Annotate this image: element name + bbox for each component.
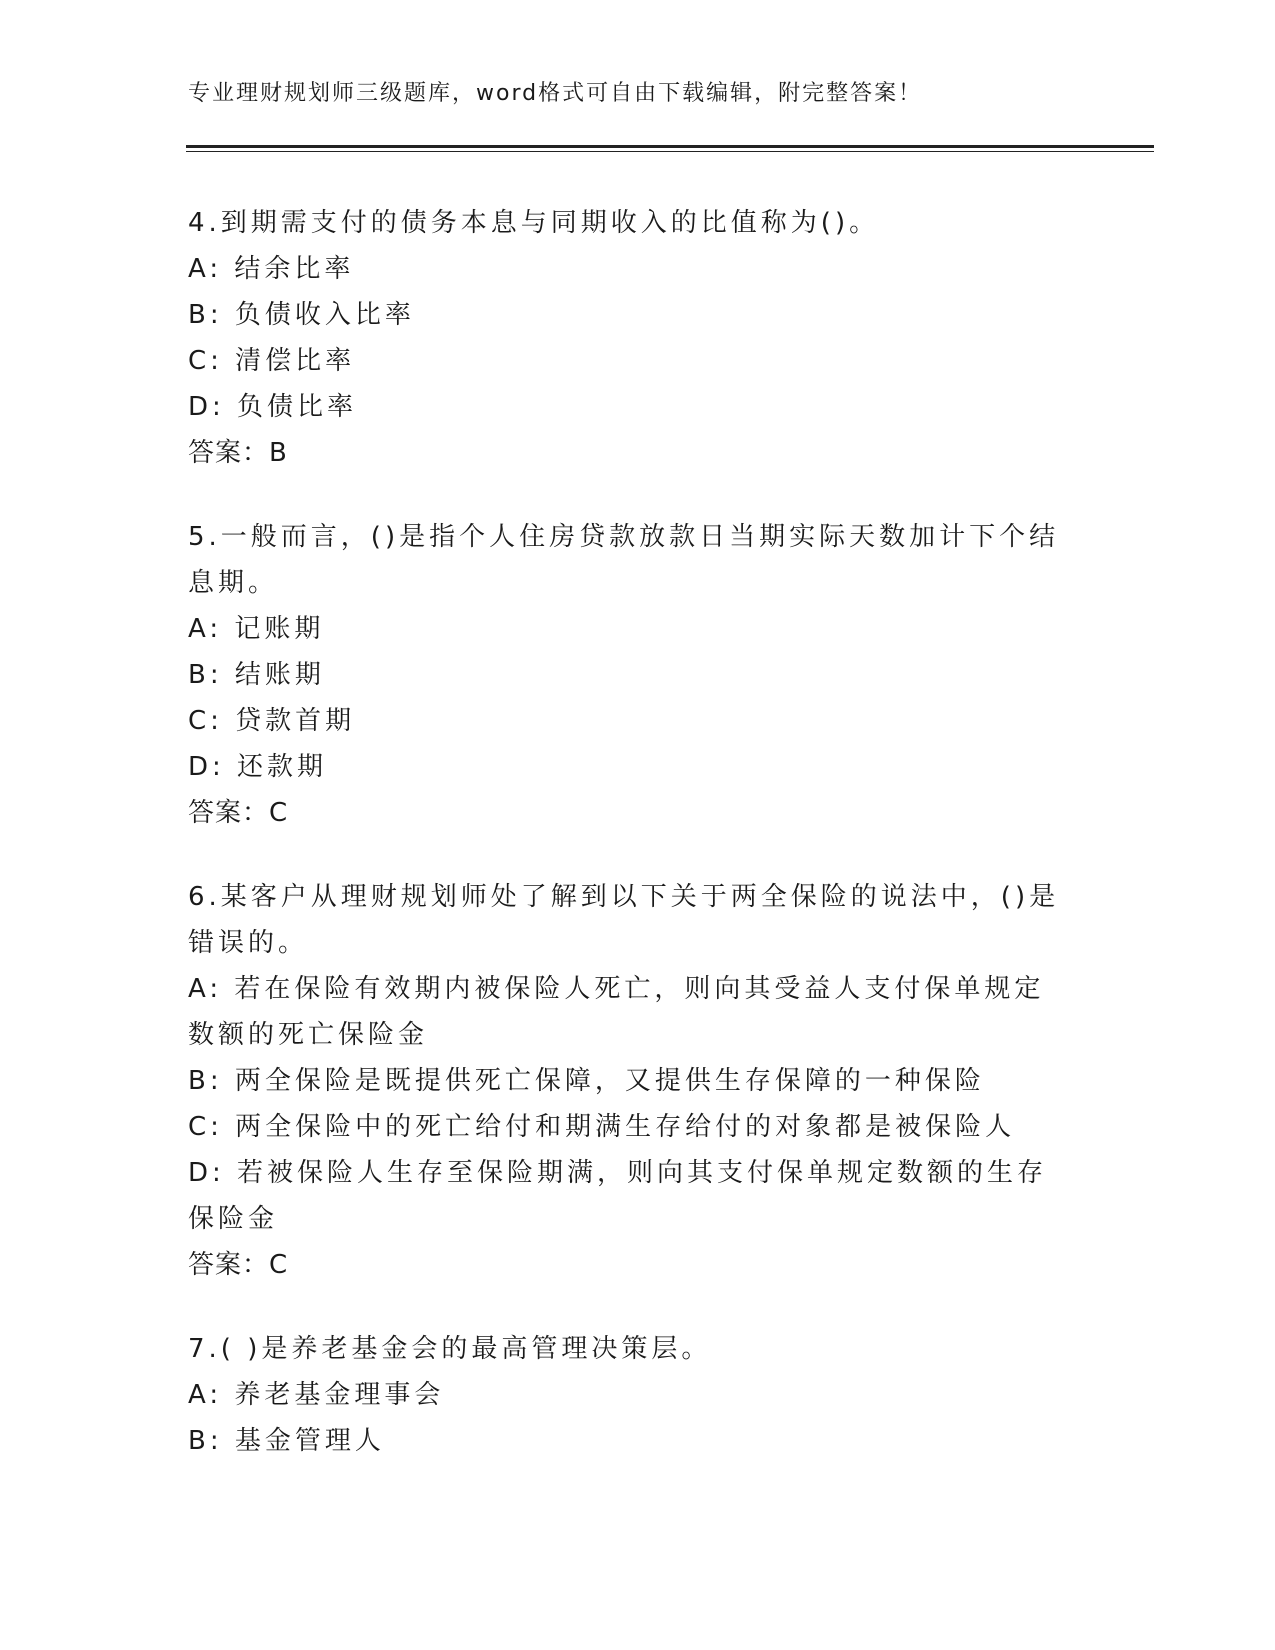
option-b: B: 结账期 — [188, 660, 325, 690]
option-c: C: 贷款首期 — [188, 706, 356, 736]
option-d: D: 若被保险人生存至保险期满，则向其支付保单规定数额的生存保险金 — [188, 1158, 1048, 1234]
question-stem: 7.( )是养老基金会的最高管理决策层。 — [188, 1334, 712, 1364]
header-rule-thick — [186, 145, 1154, 148]
document-header: 专业理财规划师三级题库，word格式可自由下载编辑，附完整答案！ — [188, 81, 923, 106]
option-b: B: 两全保险是既提供死亡保障，又提供生存保障的一种保险 — [188, 1066, 985, 1096]
question-6 — [188, 874, 1088, 1288]
question-5 — [188, 514, 1088, 836]
question-list — [188, 200, 1088, 1502]
option-a: A: 记账期 — [188, 614, 325, 644]
question-7 — [188, 1326, 1088, 1464]
question-stem: 5.一般而言，()是指个人住房贷款放款日当期实际天数加计下个结息期。 — [188, 522, 1060, 598]
question-stem: 6.某客户从理财规划师处了解到以下关于两全保险的说法中，()是错误的。 — [188, 882, 1060, 958]
option-b: B: 基金管理人 — [188, 1426, 385, 1456]
question-4 — [188, 200, 1088, 476]
question-stem: 4.到期需支付的债务本息与同期收入的比值称为()。 — [188, 208, 880, 238]
option-a: A: 结余比率 — [188, 254, 355, 284]
answer: 答案：B — [188, 438, 288, 468]
header-rule-thin — [186, 151, 1154, 152]
answer: 答案：C — [188, 1250, 289, 1280]
option-d: D: 还款期 — [188, 752, 328, 782]
answer: 答案：C — [188, 798, 289, 828]
option-b: B: 负债收入比率 — [188, 300, 415, 330]
option-c: C: 清偿比率 — [188, 346, 356, 376]
option-a: A: 若在保险有效期内被保险人死亡，则向其受益人支付保单规定数额的死亡保险金 — [188, 974, 1045, 1050]
option-c: C: 两全保险中的死亡给付和期满生存给付的对象都是被保险人 — [188, 1112, 1016, 1142]
option-d: D: 负债比率 — [188, 392, 358, 422]
option-a: A: 养老基金理事会 — [188, 1380, 445, 1410]
